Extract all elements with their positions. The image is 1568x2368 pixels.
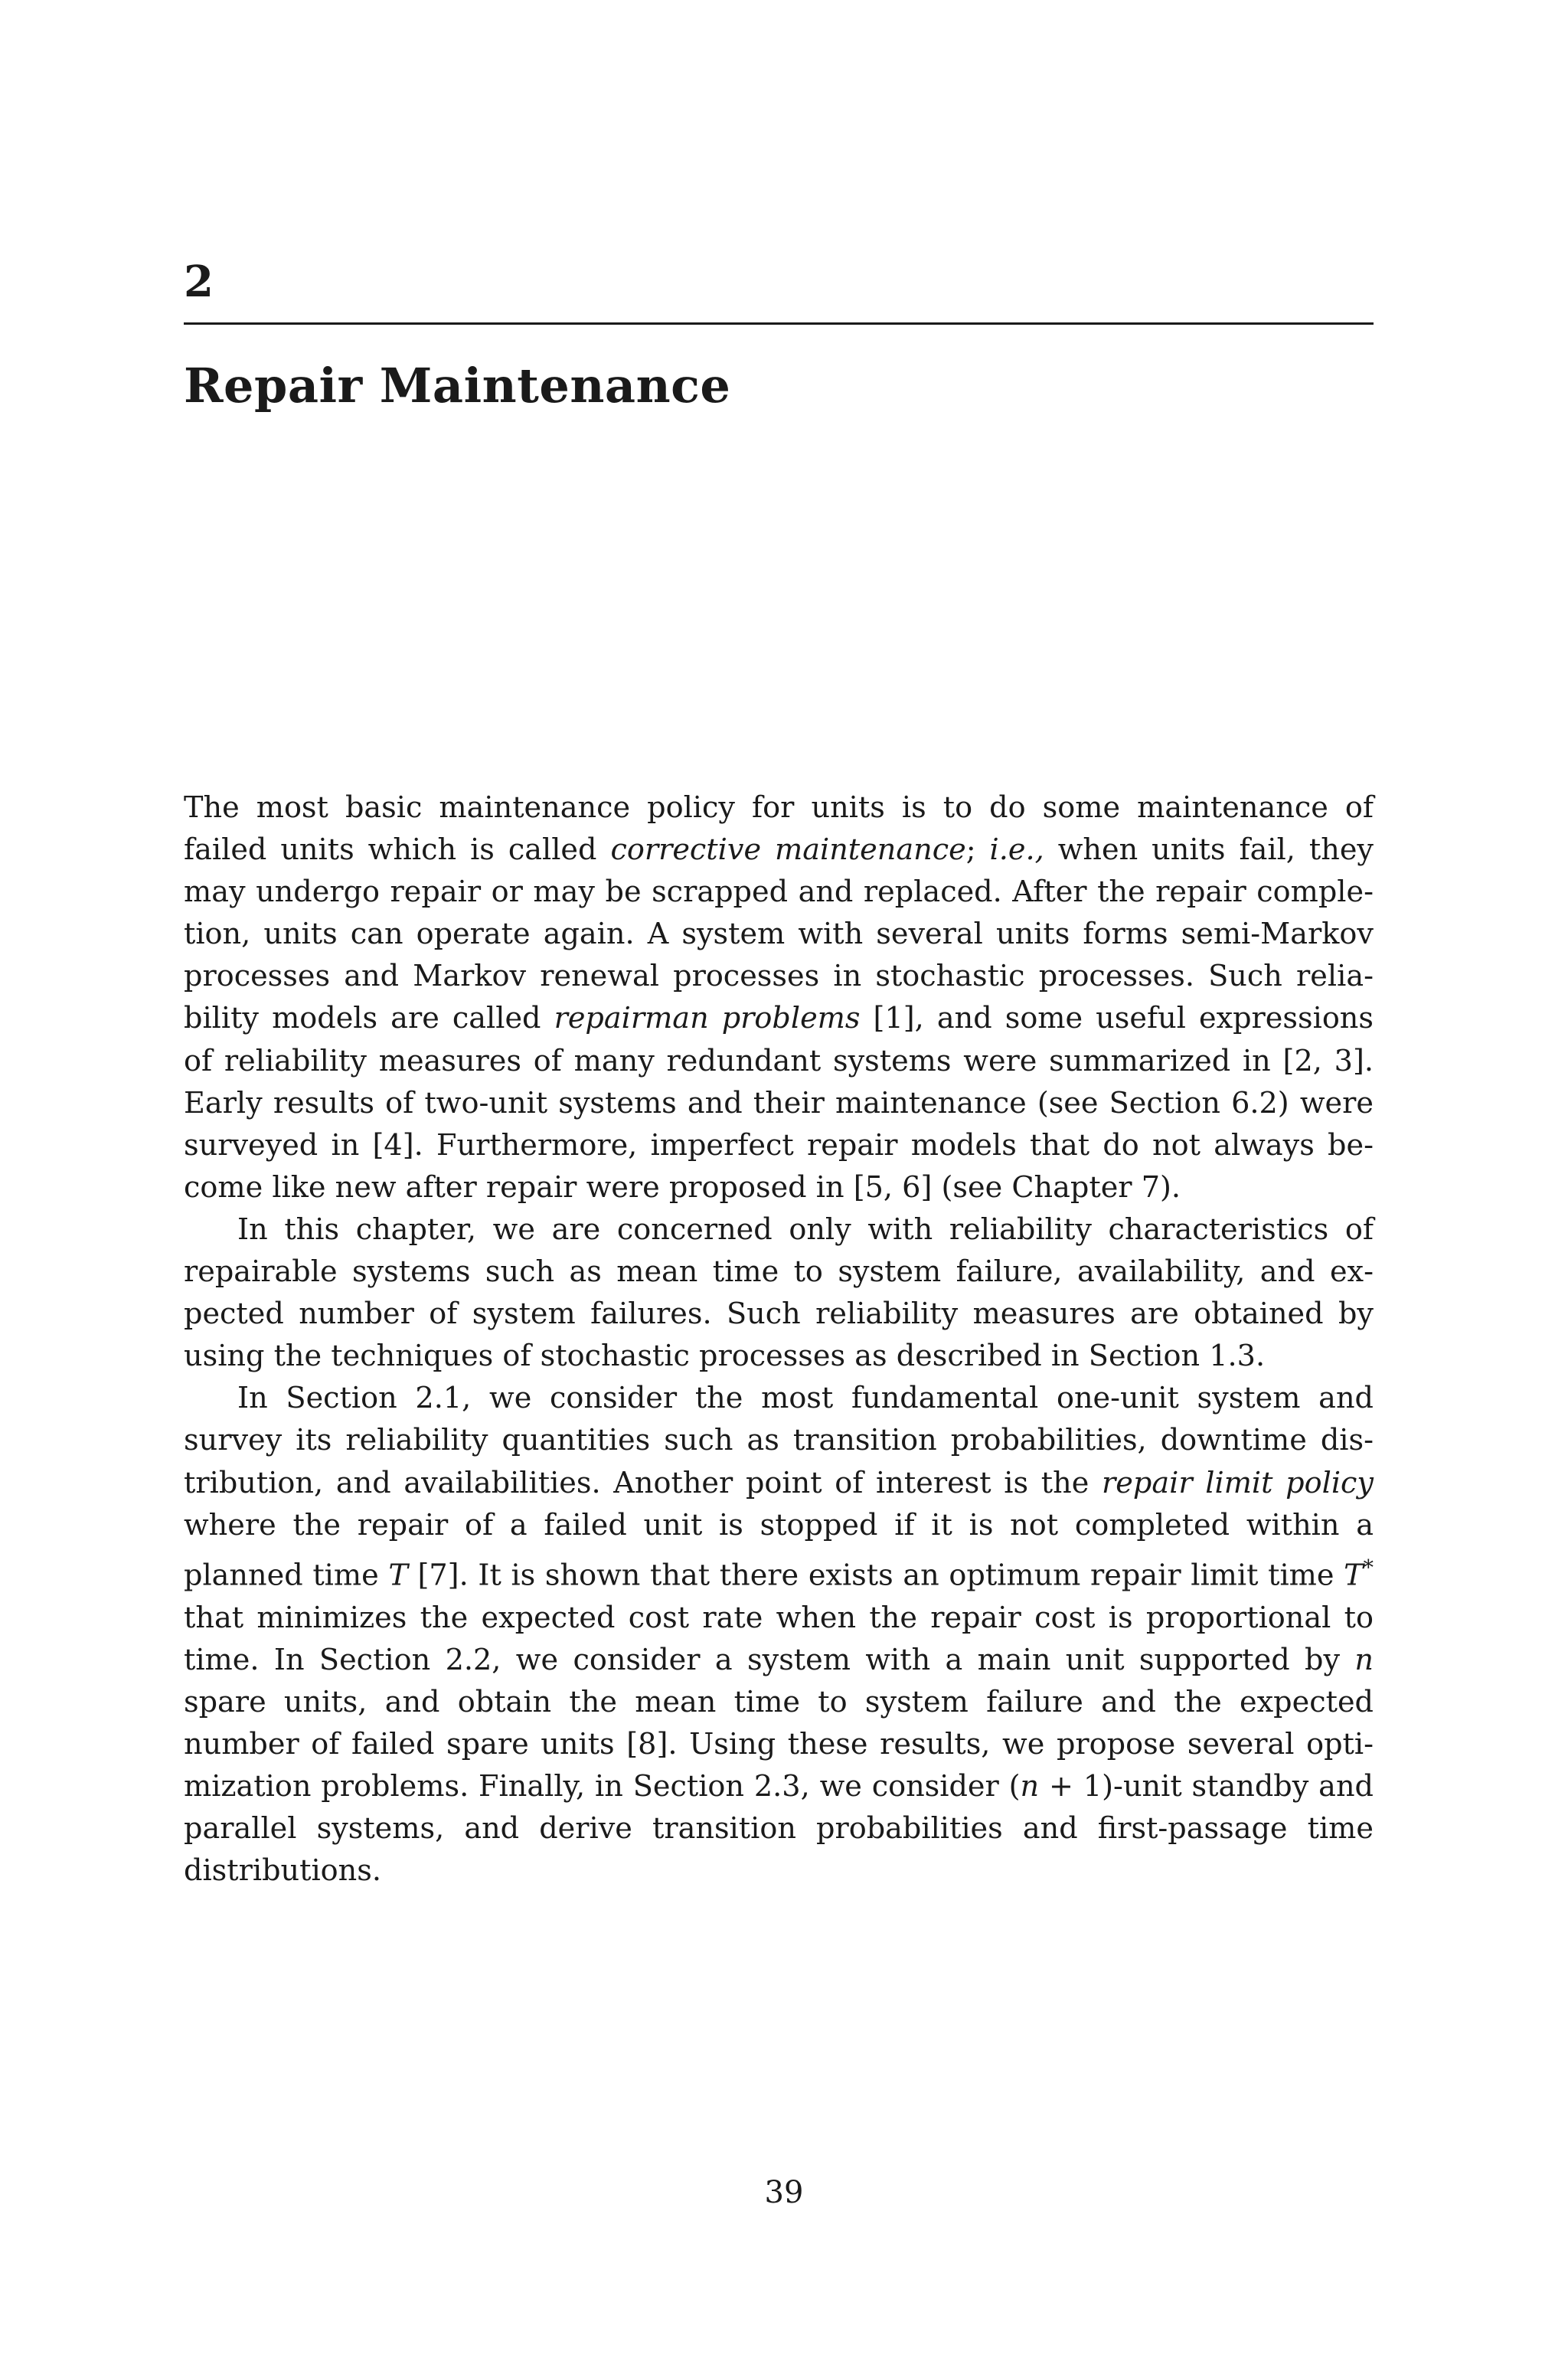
emphasis-repair-limit-policy: repair limit policy: [1102, 1466, 1374, 1500]
paragraph-text: when units fail, they may undergo repair or may be scrapped and replaced. After the repair completion, units can operate again. A system with several units forms semi-Markov processes and Markov renewal processes in stochastic processes. Such reliability models are called: [184, 833, 1374, 1036]
paragraph-text: that minimizes the expected cost rate when the repair cost is proportional to time. In Section 2.2, we consider a system with a main unit supported by: [184, 1601, 1374, 1677]
paragraph-text: spare units, and obtain the mean time to system failure and the expected number of failed spare units [8]. Using these results, we propose several optimization problems. Finally, in Section 2.3, we consider (: [184, 1685, 1374, 1804]
math-T: T: [388, 1558, 408, 1593]
paragraph-text: The most basic maintenance policy for units is to do some maintenance of failed units which is called: [184, 791, 1374, 868]
emphasis-repairman-problems: repairman problems: [554, 1002, 861, 1036]
emphasis-ie: i.e.,: [989, 833, 1044, 868]
chapter-divider-rule: [184, 322, 1374, 325]
paragraph-text: [7]. It is shown that there exists an optimum repair limit time: [407, 1558, 1344, 1593]
paragraph-text: [1], and some useful expressions of reliability measures of many redundant systems were summarized in [2, 3]. Early results of two-unit systems and their maintenance (see Section 6.2) were surveyed in [4]. Furthermore, imperfect repair models that do not always become like new after repair were proposed in [5, 6] (see Chapter 7).: [184, 1002, 1374, 1205]
emphasis-corrective-maintenance: corrective maintenance: [610, 833, 966, 868]
paragraph-text: where the repair of a failed unit is stopped if it is not completed within a planned time: [184, 1508, 1374, 1593]
chapter-title: Repair Maintenance: [184, 358, 731, 414]
paragraph-text: + 1)-unit standby and parallel systems, and derive transition probabilities and first-passage time distributions.: [184, 1769, 1374, 1889]
math-n: n: [1020, 1769, 1040, 1804]
chapter-intro-text: [184, 787, 1374, 1892]
paragraph-1: [184, 787, 1374, 1209]
paragraph-3: [184, 1378, 1374, 1892]
paragraph-text: ;: [965, 833, 990, 868]
paragraph-2: In this chapter, we are concerned only with reliability characteristics of repairable systems such as mean time to system failure, availability, and expected number of system failures. Such reliability measures are obtained by using the techniques of stochastic processes as described in Section 1.3.: [184, 1212, 1374, 1374]
page-number: 39: [764, 2175, 804, 2210]
paragraph-text: In Section 2.1, we consider the most fundamental one-unit system and survey its reliability quantities such as transition probabilities, downtime distribution, and availabilities. Another point of interest is the: [184, 1382, 1374, 1500]
chapter-number: 2: [184, 257, 214, 307]
math-T-star: T: [1344, 1558, 1364, 1593]
math-star-superscript: *: [1363, 1555, 1374, 1580]
math-n: n: [1354, 1643, 1374, 1677]
